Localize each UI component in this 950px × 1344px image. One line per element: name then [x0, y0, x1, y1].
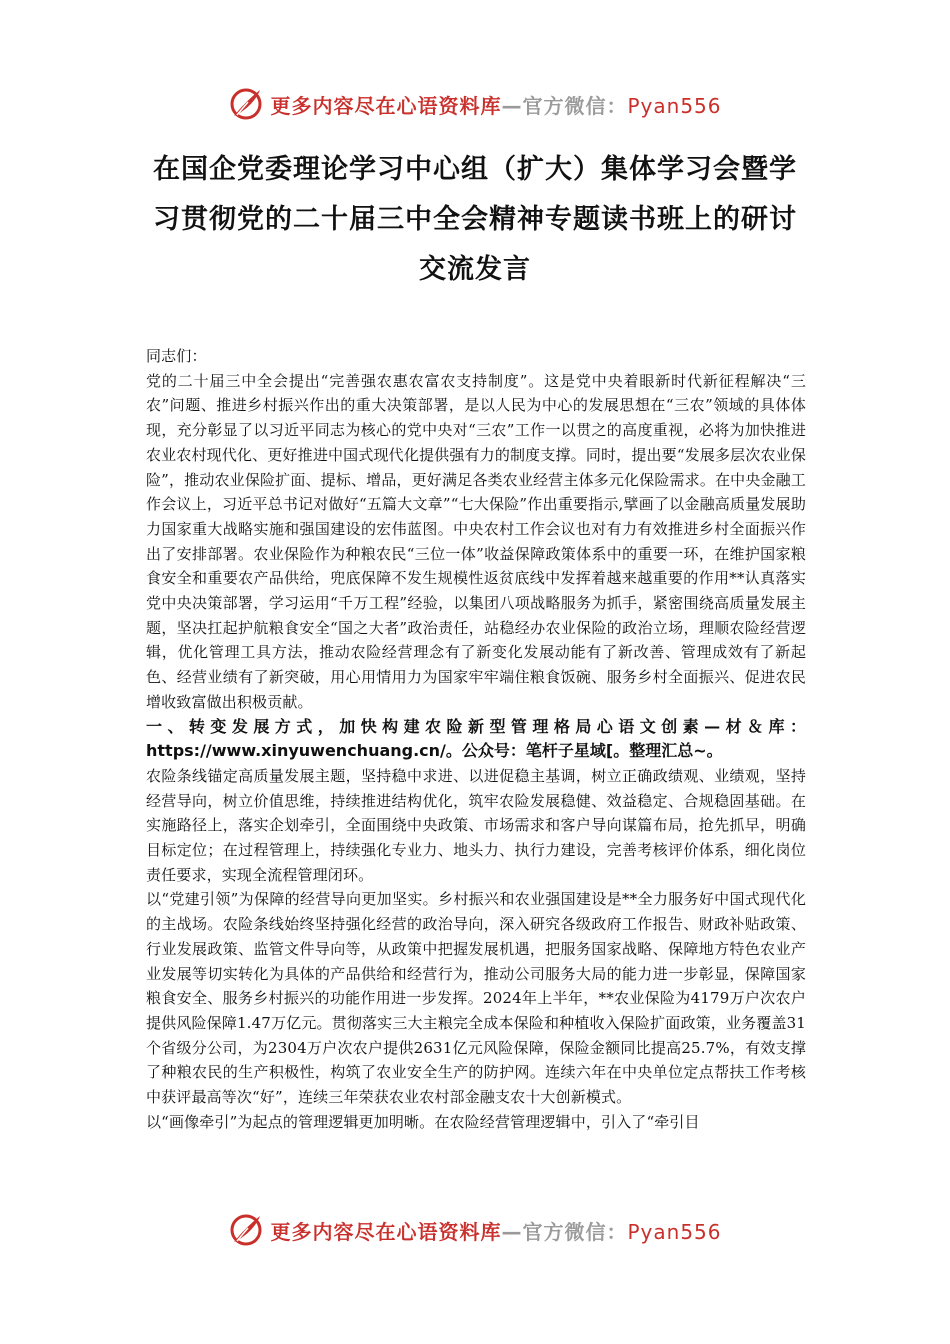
banner-wechat-label: 官方微信： [522, 93, 628, 118]
title-line-3: 交流发言 [419, 254, 531, 285]
paragraph-1: 党的二十届三中全会提出“完善强农惠农富农支持制度”。这是党中央着眼新时代新征程解决“三农”问题、推进乡村振兴作出的重大决策部署，是以人民为中心的发展思想在“三农”领域的具体体现，充分彰显了以习近平同志为核心的党中央对“三农”工作一以贯之的高度重视，必将为加快推进农业农村现代化、更好推进中国式现代化提供强有力的制度支撑。同时，提出要“发展多层次农业保险”，推动农业保险扩面、提标、增品，更好满足各类农业经营主体多元化保险需求。在中央金融工作会议上，习近平总书记对做好“五篇大文章”“七大保险”作出重要指示,擘画了以金融高质量发展助力国家重大战略实施和强国建设的宏伟蓝图。中央农村工作会议也对有力有效推进乡村全面振兴作出了安排部署。农业保险作为种粮农民“三位一体”收益保障政策体系中的重要一环，在维护国家粮食安全和重要农产品供给，兜底保障不发生规模性返贫底线中发挥着越来越重要的作用**认真落实党中央决策部署，学习运用“千万工程”经验，以集团八项战略服务为抓手，紧密围绕高质量发展主题，坚决扛起护航粮食安全“国之大者”政治责任，站稳经办农业保险的政治立场，理顺农险经营逻辑，优化管理工具方法，推动农险经营理念有了新变化发展动能有了新改善、管理成效有了新起色、经营业绩有了新突破，用心用情用力为国家牢牢端住粮食饭碗、服务乡村全面振兴、促进农民增收致富做出积极贡献。 [146, 371, 806, 711]
banner-wechat-id: Pyan556 [627, 93, 722, 118]
salutation: 同志们： [146, 347, 207, 365]
banner-wechat-id: Pyan556 [627, 1219, 722, 1244]
banner-text [270, 90, 721, 119]
paragraph-3: 以“党建引领”为保障的经营导向更加坚实。乡村振兴和农业强国建设是**全力服务好中国式现代化的主战场。农险条线始终坚持强化经营的政治导向，深入研究各级政府工作报告、财政补贴政策、行业发展政策、监管文件导向等，从政策中把握发展机遇，把服务国家战略、保障地方特色农业产业发展等切实转化为具体的产品供给和经营行为，推动公司服务大局的能力进一步彰显，保障国家粮食安全、服务乡村振兴的功能作用进一步发挥。2024年上半年，**农业保险为4179万户次农户提供风险保障1.47万亿元。贯彻落实三大主粮完全成本保险和种植收入保险扩面政策，业务覆盖31个省级分公司，为2304万户次农户提供2631亿元风险保障，保险金额同比提高25.7%，有效支撑了种粮农民的生产积极性，构筑了农业安全生产的防护网。连续六年在中央单位定点帮扶工作考核中获评最高等次“好”，连续三年荣获农业农村部金融支农十大创新模式。 [146, 890, 806, 1107]
document-title [140, 145, 810, 295]
banner-text [270, 1216, 721, 1245]
banner-library-text: 更多内容尽在心语资料库 [270, 1219, 502, 1244]
section-heading-1: 一、转变发展方式，加快构建农险新型管理格局心语文创素—材＆库：https://www.xinyuwenchuang.cn/。公众号：笔杆子星域[。整理汇总~。 [146, 716, 806, 761]
document-body [146, 344, 806, 1135]
banner-dash: — [501, 1219, 523, 1244]
paragraph-2: 农险条线锚定高质量发展主题，坚持稳中求进、以进促稳主基调，树立正确政绩观、业绩观，坚持经营导向，树立价值思维，持续推进结构优化，筑牢农险发展稳健、效益稳定、合规稳固基础。在实施路径上，落实企划牵引，全面围绕中央政策、市场需求和客户导向谋篇布局，抢先抓早，明确目标定位；在过程管理上，持续强化专业力、地头力、执行力建设，完善考核评价体系，细化岗位责任要求，实现全流程管理闭环。 [146, 766, 806, 884]
title-line-2: 习贯彻党的二十届三中全会精神专题读书班上的研讨 [153, 204, 797, 235]
header-banner [0, 82, 950, 126]
title-line-1: 在国企党委理论学习中心组（扩大）集体学习会暨学 [153, 154, 797, 185]
quill-logo-icon [228, 86, 264, 122]
quill-logo-icon [228, 1212, 264, 1248]
paragraph-4: 以“画像牵引”为起点的管理逻辑更加明晰。在农险经营管理逻辑中，引入了“牵引目 [146, 1112, 700, 1131]
footer-banner [0, 1208, 950, 1252]
banner-library-text: 更多内容尽在心语资料库 [270, 93, 502, 118]
banner-wechat-label: 官方微信： [522, 1219, 628, 1244]
banner-dash: — [501, 93, 523, 118]
